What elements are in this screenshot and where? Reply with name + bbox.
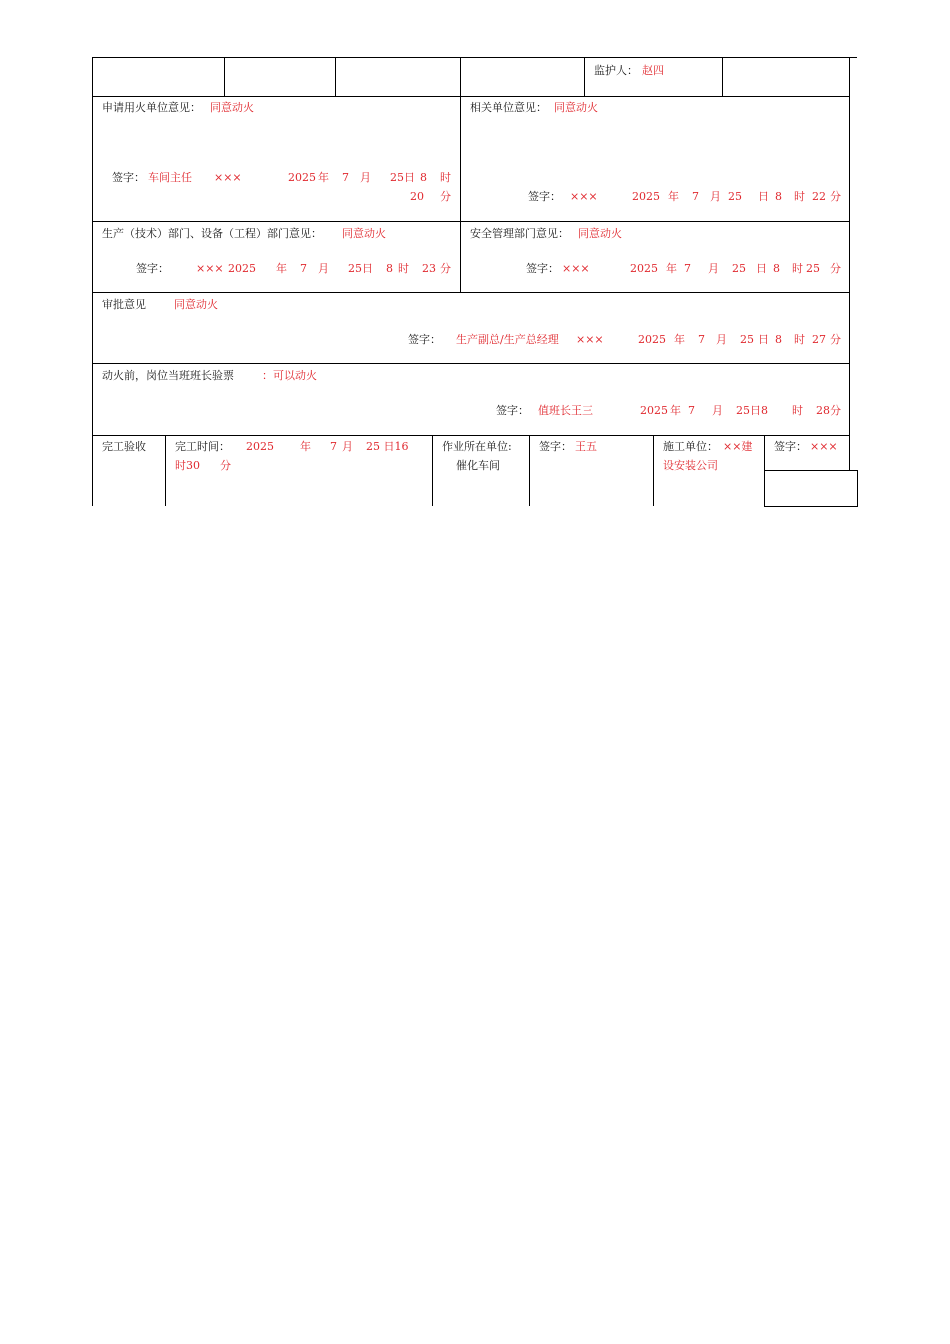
related-unit-mark: ××× xyxy=(570,190,598,203)
guardian-value: 赵四 xyxy=(642,64,664,77)
approval-minute: 27 xyxy=(812,333,826,346)
apply-unit-month: 7 xyxy=(342,171,349,184)
pre-fire-check-signer: 值班长王三 xyxy=(538,404,593,417)
production-dept-month-unit: 月 xyxy=(318,262,329,275)
apply-unit-signer: 车间主任 xyxy=(148,171,192,184)
grid-line xyxy=(764,470,858,471)
apply-unit-minute: 20 xyxy=(410,190,424,203)
apply-unit-day: 25日 xyxy=(390,171,415,184)
grid-line xyxy=(584,57,585,97)
related-unit-day: 25 xyxy=(728,190,742,203)
completion-sign-label: 签字： xyxy=(539,440,572,453)
production-dept-label: 生产（技术）部门、设备（工程）部门意见： xyxy=(102,227,322,240)
related-unit-month-unit: 月 xyxy=(710,190,721,203)
related-unit-year: 2025 xyxy=(632,190,660,203)
safety-dept-month-unit: 月 xyxy=(708,262,719,275)
grid-line xyxy=(224,57,225,97)
grid-line xyxy=(92,221,850,222)
contractor-sign-value: ××× xyxy=(810,440,838,453)
safety-dept-minute-unit: 分 xyxy=(830,262,841,275)
pre-fire-check-month: 7 xyxy=(688,404,695,417)
pre-fire-check-year-unit: 年 xyxy=(670,404,681,417)
grid-line xyxy=(857,470,858,507)
approval-hour-unit: 时 xyxy=(794,333,805,346)
apply-unit-minute-unit: 分 xyxy=(440,190,451,203)
apply-unit-year: 2025 xyxy=(288,171,316,184)
approval-year-unit: 年 xyxy=(674,333,685,346)
grid-line xyxy=(764,506,858,507)
contractor-value-line1: ××建 xyxy=(723,440,753,453)
pre-fire-check-day: 25日8 xyxy=(736,404,768,417)
approval-month: 7 xyxy=(698,333,705,346)
guardian-label: 监护人： xyxy=(594,64,638,77)
safety-dept-day: 25 xyxy=(732,262,746,275)
production-dept-year: 2025 xyxy=(228,262,256,275)
safety-dept-day-unit: 日 xyxy=(756,262,767,275)
production-dept-mark: ××× xyxy=(196,262,224,275)
production-dept-day: 25日 xyxy=(348,262,373,275)
completion-year: 2025 xyxy=(246,440,274,453)
completion-sign-value: 王五 xyxy=(575,440,597,453)
approval-sign-label: 签字： xyxy=(408,333,441,346)
work-unit-value: 催化车间 xyxy=(456,459,500,472)
safety-dept-hour-unit: 时 xyxy=(792,262,803,275)
safety-dept-mark: ××× xyxy=(562,262,590,275)
pre-fire-check-minute-unit: 分 xyxy=(830,404,841,417)
grid-line xyxy=(653,435,654,506)
related-unit-month: 7 xyxy=(692,190,699,203)
approval-signer: 生产副总/生产总经理 xyxy=(456,333,559,346)
production-dept-minute-unit: 分 xyxy=(440,262,451,275)
apply-unit-label: 申请用火单位意见： xyxy=(102,101,201,114)
grid-line xyxy=(92,292,850,293)
grid-line xyxy=(92,435,850,436)
completion-minute-unit: 分 xyxy=(220,459,231,472)
related-unit-minute-unit: 分 xyxy=(830,190,841,203)
completion-month-unit: 月 xyxy=(342,440,353,453)
related-unit-day-unit: 日 xyxy=(758,190,769,203)
pre-fire-check-minute: 28 xyxy=(816,404,830,417)
apply-unit-hour-unit: 时 xyxy=(440,171,451,184)
production-dept-opinion: 同意动火 xyxy=(342,227,386,240)
production-dept-hour-unit: 时 xyxy=(398,262,409,275)
grid-line xyxy=(92,57,857,58)
work-unit-label: 作业所在单位: xyxy=(442,440,512,453)
production-dept-year-unit: 年 xyxy=(276,262,287,275)
production-dept-month: 7 xyxy=(300,262,307,275)
grid-line xyxy=(764,435,765,507)
grid-line xyxy=(460,96,461,293)
approval-opinion: 同意动火 xyxy=(174,298,218,311)
pre-fire-check-label: 动火前，岗位当班班长验票 xyxy=(102,369,234,382)
approval-year: 2025 xyxy=(638,333,666,346)
approval-label: 审批意见 xyxy=(102,298,146,311)
grid-line xyxy=(460,57,461,97)
grid-line xyxy=(92,57,93,506)
completion-month: 7 xyxy=(330,440,337,453)
pre-fire-check-hour-unit: 时 xyxy=(792,404,803,417)
apply-unit-year-unit: 年 xyxy=(318,171,329,184)
contractor-sign-label: 签字： xyxy=(774,440,807,453)
related-unit-year-unit: 年 xyxy=(668,190,679,203)
related-unit-minute: 22 xyxy=(812,190,826,203)
approval-hour: 8 xyxy=(775,333,782,346)
approval-day: 25 xyxy=(740,333,754,346)
pre-fire-check-year: 2025 xyxy=(640,404,668,417)
grid-line xyxy=(529,435,530,506)
related-unit-hour: 8 xyxy=(775,190,782,203)
contractor-label: 施工单位： xyxy=(663,440,718,453)
pre-fire-check-sign-label: 签字： xyxy=(496,404,529,417)
approval-minute-unit: 分 xyxy=(830,333,841,346)
completion-label: 完工验收 xyxy=(102,440,146,453)
safety-dept-sign-label: 签字： xyxy=(526,262,559,275)
pre-fire-check-opinion: ：可以动火 xyxy=(262,369,317,382)
safety-dept-year: 2025 xyxy=(630,262,658,275)
grid-line xyxy=(722,57,723,97)
approval-day-unit: 日 xyxy=(758,333,769,346)
production-dept-hour: 8 xyxy=(386,262,393,275)
approval-month-unit: 月 xyxy=(716,333,727,346)
approval-mark: ××× xyxy=(576,333,604,346)
apply-unit-hour: 8 xyxy=(420,171,427,184)
production-dept-sign-label: 签字： xyxy=(136,262,169,275)
completion-year-unit: 年 xyxy=(300,440,311,453)
safety-dept-hour: 8 xyxy=(773,262,780,275)
production-dept-minute: 23 xyxy=(422,262,436,275)
safety-dept-minute: 25 xyxy=(806,262,820,275)
apply-unit-mark: ××× xyxy=(214,171,242,184)
safety-dept-opinion: 同意动火 xyxy=(578,227,622,240)
apply-unit-opinion: 同意动火 xyxy=(210,101,254,114)
contractor-value-line2: 设安装公司 xyxy=(663,459,718,472)
completion-day: 25 日16 xyxy=(366,440,409,453)
grid-line xyxy=(849,57,850,470)
pre-fire-check-month-unit: 月 xyxy=(712,404,723,417)
grid-line xyxy=(92,96,850,97)
related-unit-sign-label: 签字： xyxy=(528,190,561,203)
safety-dept-label: 安全管理部门意见： xyxy=(470,227,569,240)
completion-hour: 时30 xyxy=(175,459,200,472)
completion-time-label: 完工时间： xyxy=(175,440,230,453)
related-unit-hour-unit: 时 xyxy=(794,190,805,203)
grid-line xyxy=(165,435,166,506)
grid-line xyxy=(432,435,433,506)
related-unit-label: 相关单位意见： xyxy=(470,101,547,114)
apply-unit-sign-label: 签字： xyxy=(112,171,145,184)
grid-line xyxy=(92,363,850,364)
apply-unit-month-unit: 月 xyxy=(360,171,371,184)
safety-dept-year-unit: 年 xyxy=(666,262,677,275)
grid-line xyxy=(335,57,336,97)
safety-dept-month: 7 xyxy=(684,262,691,275)
related-unit-opinion: 同意动火 xyxy=(554,101,598,114)
